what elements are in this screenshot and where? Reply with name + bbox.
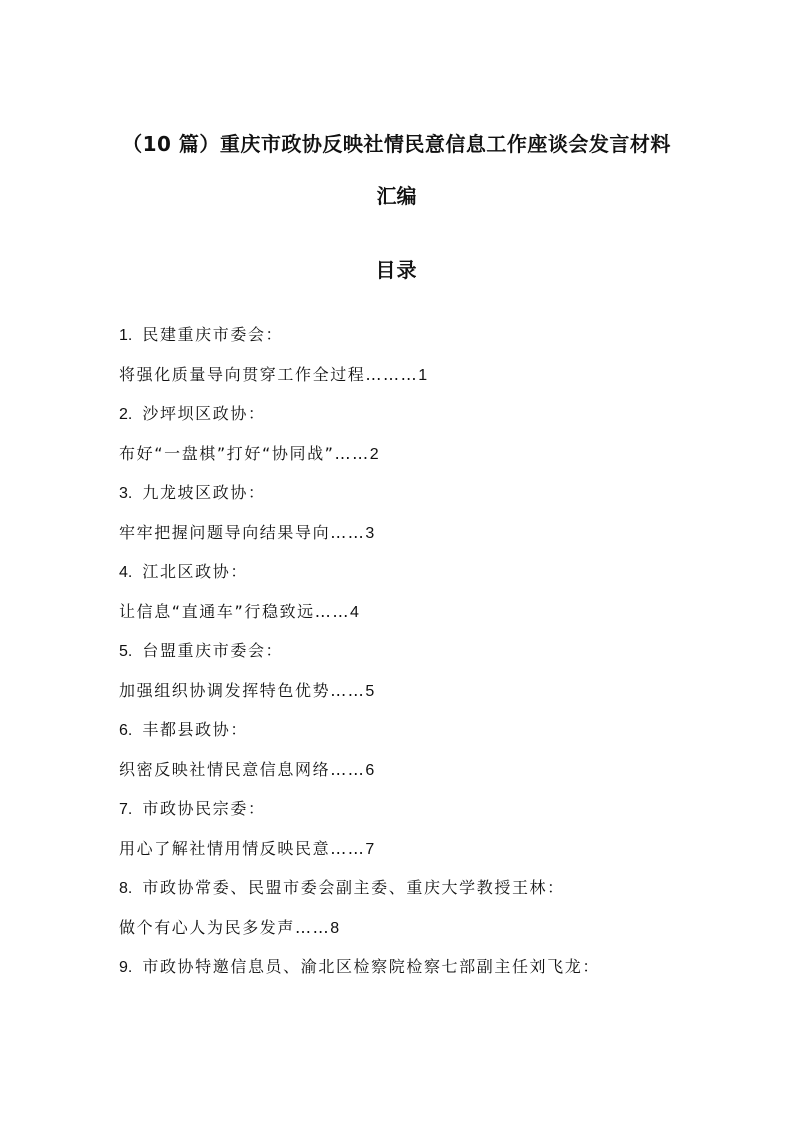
toc-entry-org bbox=[119, 401, 739, 441]
toc-entry-org bbox=[119, 796, 739, 836]
toc-entry-title: 做个有心人为民多发声…… bbox=[119, 917, 331, 937]
toc-entry-title: 布好“一盘棋”打好“协同战”…… bbox=[119, 443, 370, 463]
toc-entry-org-name: 市政协特邀信息员、渝北区检察院检察七部副主任刘飞龙： bbox=[142, 957, 600, 976]
toc-entry-org bbox=[119, 322, 739, 362]
toc-entry-title: 加强组织协调发挥特色优势…… bbox=[119, 680, 366, 700]
toc-entry-org bbox=[119, 954, 739, 994]
toc-entry-page-number: 6 bbox=[365, 761, 375, 779]
toc-entry-title-line[interactable] bbox=[119, 599, 739, 639]
toc-entry-page-number: 3 bbox=[365, 524, 375, 542]
toc-entry-page-number: 5 bbox=[365, 682, 375, 700]
toc-entry-title: 让信息“直通车”行稳致远…… bbox=[119, 601, 350, 621]
toc-entry-org-name: 台盟重庆市委会： bbox=[142, 641, 284, 660]
toc-entry-org bbox=[119, 717, 739, 757]
table-of-contents bbox=[119, 322, 739, 994]
toc-entry-page-number: 2 bbox=[369, 445, 379, 463]
toc-entry-number: 5. bbox=[119, 643, 133, 660]
toc-entry-title-line[interactable] bbox=[119, 836, 739, 876]
toc-entry-org-name: 民建重庆市委会： bbox=[142, 325, 284, 344]
toc-entry-org-name: 江北区政协： bbox=[142, 562, 248, 581]
toc-entry-title: 织密反映社情民意信息网络…… bbox=[119, 759, 366, 779]
toc-entry-number: 9. bbox=[119, 959, 133, 976]
toc-heading: 目录 bbox=[375, 258, 418, 282]
toc-entry-org-name: 丰都县政协： bbox=[142, 720, 248, 739]
toc-entry-title: 将强化质量导向贯穿工作全过程……… bbox=[119, 364, 419, 384]
toc-entry-number: 8. bbox=[119, 880, 133, 897]
toc-entry-title-line[interactable] bbox=[119, 362, 739, 402]
toc-entry-org-name: 市政协民宗委： bbox=[142, 799, 266, 818]
toc-entry-org-name: 市政协常委、民盟市委会副主委、重庆大学教授王林： bbox=[142, 878, 565, 897]
toc-entry-page-number: 7 bbox=[365, 840, 375, 858]
toc-entry-org bbox=[119, 638, 739, 678]
toc-entry-org-name: 九龙坡区政协： bbox=[142, 483, 266, 502]
toc-entry-page-number: 4 bbox=[349, 603, 359, 621]
toc-entry-title-line[interactable] bbox=[119, 520, 739, 560]
toc-entry-title-line[interactable] bbox=[119, 678, 739, 718]
toc-entry-org-name: 沙坪坝区政协： bbox=[142, 404, 266, 423]
toc-entry-title: 牢牢把握问题导向结果导向…… bbox=[119, 522, 366, 542]
toc-entry-title-line[interactable] bbox=[119, 915, 739, 955]
toc-entry-org bbox=[119, 559, 739, 599]
toc-entry-number: 2. bbox=[119, 406, 133, 423]
toc-entry-number: 6. bbox=[119, 722, 133, 739]
toc-entry-org bbox=[119, 875, 739, 915]
document-title-continuation: 汇编 bbox=[376, 184, 417, 208]
toc-entry-number: 7. bbox=[119, 801, 133, 818]
toc-entry-title-line[interactable] bbox=[119, 757, 739, 797]
toc-entry-title-line[interactable] bbox=[119, 441, 739, 481]
toc-entry-page-number: 1 bbox=[418, 366, 428, 384]
toc-entry-title: 用心了解社情用情反映民意…… bbox=[119, 838, 366, 858]
toc-entry-number: 1. bbox=[119, 327, 133, 344]
toc-entry-page-number: 8 bbox=[330, 919, 340, 937]
toc-entry-number: 3. bbox=[119, 485, 133, 502]
toc-entry-number: 4. bbox=[119, 564, 133, 581]
toc-entry-org bbox=[119, 480, 739, 520]
document-title: （10 篇）重庆市政协反映社情民意信息工作座谈会发言材料 bbox=[122, 132, 671, 156]
